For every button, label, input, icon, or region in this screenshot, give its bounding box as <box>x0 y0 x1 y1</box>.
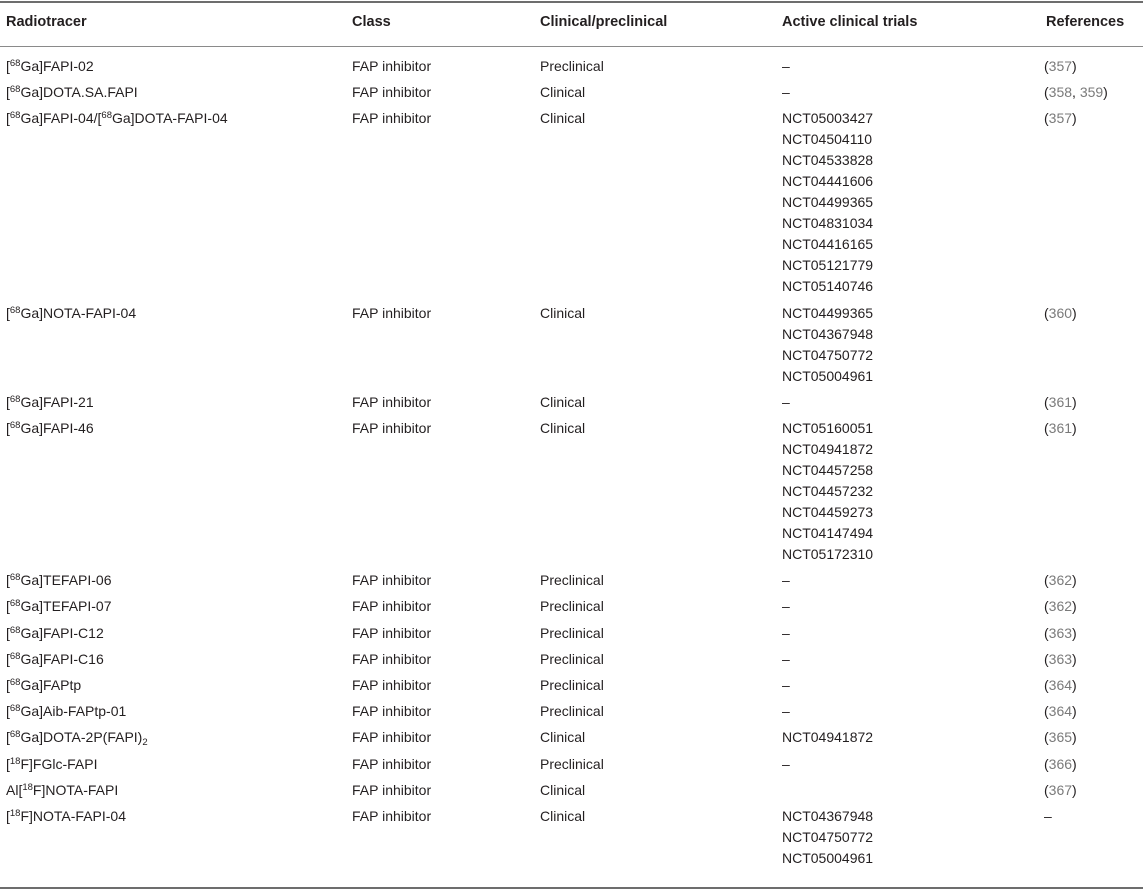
trial-id: – <box>782 393 790 410</box>
cell-references: (366) <box>1044 755 1077 772</box>
cell-radiotracer: [$^{68}$Ga]TEFAPI-06 <box>6 572 112 589</box>
trial-id: NCT04147494 <box>782 525 874 541</box>
trial-id: NCT05004961 <box>782 367 874 384</box>
cell-radiotracer: [$^{18}$F]NOTA-FAPI-04 <box>6 808 127 824</box>
cell-status: Preclinical <box>540 572 604 589</box>
cell-trials <box>782 108 873 297</box>
cell-status: Preclinical <box>540 58 604 74</box>
table-bottom-rule <box>0 887 1143 889</box>
cell-references: (357) <box>1044 110 1077 127</box>
cell-trials <box>782 623 790 644</box>
cell-status: Preclinical <box>540 598 604 615</box>
cell-trials <box>782 701 790 722</box>
cell-radiotracer: [$^{68}$Ga]FAPI-46 <box>6 420 94 436</box>
reference-link[interactable]: 363 <box>1048 624 1073 641</box>
cell-radiotracer: [$^{68}$Ga]FAPI-21 <box>6 393 94 410</box>
cell-trials <box>782 56 790 77</box>
reference-link[interactable]: 367 <box>1048 781 1073 798</box>
trial-id: NCT04750772 <box>782 829 874 845</box>
cell-class: FAP inhibitor <box>352 393 432 410</box>
cell-class: FAP inhibitor <box>352 755 432 772</box>
cell-status: Preclinical <box>540 755 604 772</box>
cell-trials <box>782 82 790 103</box>
trial-id: NCT04750772 <box>782 346 874 363</box>
cell-status: Clinical <box>540 808 586 824</box>
cell-class: FAP inhibitor <box>352 624 432 641</box>
trial-id: NCT04457258 <box>782 462 874 478</box>
cell-references: (363) <box>1044 624 1077 641</box>
reference-link[interactable]: 363 <box>1048 650 1073 667</box>
reference-link[interactable]: 362 <box>1048 572 1073 589</box>
cell-references: (365) <box>1044 729 1077 746</box>
trial-id: – <box>782 677 790 693</box>
cell-trials <box>782 754 790 775</box>
reference-link[interactable]: 357 <box>1048 58 1073 74</box>
cell-radiotracer: [$^{68}$Ga]FAPtp <box>6 677 82 693</box>
cell-class: FAP inhibitor <box>352 650 432 667</box>
reference-link[interactable]: 361 <box>1048 393 1073 410</box>
trial-id: NCT04457232 <box>782 483 874 499</box>
trial-id: – <box>782 703 790 720</box>
cell-references: – <box>1044 808 1052 824</box>
header-class: Class <box>352 14 391 30</box>
cell-status: Clinical <box>540 420 586 436</box>
cell-status: Clinical <box>540 729 586 746</box>
trial-id: – <box>782 58 790 74</box>
trial-id: NCT04459273 <box>782 504 874 520</box>
cell-class: FAP inhibitor <box>352 677 432 693</box>
trial-id: NCT04504110 <box>782 131 873 148</box>
cell-status: Clinical <box>540 110 586 127</box>
cell-status: Preclinical <box>540 703 604 720</box>
trial-id: NCT04416165 <box>782 236 874 253</box>
cell-trials <box>782 570 790 591</box>
trial-id: NCT05140746 <box>782 278 874 295</box>
reference-link[interactable]: 364 <box>1048 677 1073 693</box>
cell-references: (362) <box>1044 572 1077 589</box>
cell-trials <box>782 727 873 748</box>
cell-references: (360) <box>1044 304 1077 321</box>
cell-status: Clinical <box>540 84 586 101</box>
trial-id: NCT04941872 <box>782 729 874 746</box>
cell-status: Preclinical <box>540 650 604 667</box>
reference-link[interactable]: 360 <box>1048 304 1073 321</box>
cell-status: Clinical <box>540 781 586 798</box>
cell-radiotracer: [$^{68}$Ga]Aib-FAPtp-01 <box>6 703 127 720</box>
trial-id: – <box>782 84 790 101</box>
reference-link[interactable]: 364 <box>1048 703 1073 720</box>
header-clinical-preclinical: Clinical/preclinical <box>540 14 668 30</box>
cell-radiotracer: Al[$^{18}$F]NOTA-FAPI <box>6 781 119 798</box>
cell-references: (367) <box>1044 781 1077 798</box>
trial-id: – <box>782 624 790 641</box>
cell-radiotracer: $[^{68}Ga]DOTA-2P(FAPI)_2$ <box>6 729 148 749</box>
reference-link[interactable]: 361 <box>1048 420 1073 436</box>
cell-status: Clinical <box>540 304 586 321</box>
cell-class: FAP inhibitor <box>352 703 432 720</box>
header-rule <box>0 46 1143 47</box>
cell-class: FAP inhibitor <box>352 729 432 746</box>
cell-class: FAP inhibitor <box>352 58 432 74</box>
reference-link[interactable]: 357 <box>1048 110 1073 127</box>
trial-id: NCT05121779 <box>782 257 874 274</box>
cell-radiotracer: [$^{68}$Ga]FAPI-C16 <box>6 650 104 667</box>
cell-class: FAP inhibitor <box>352 110 432 127</box>
cell-radiotracer: [$^{68}$Ga]FAPI-02 <box>6 58 94 74</box>
cell-class: FAP inhibitor <box>352 572 432 589</box>
cell-trials <box>782 675 790 696</box>
cell-references: (364) <box>1044 703 1077 720</box>
cell-references: (364) <box>1044 677 1077 693</box>
trial-id: NCT04831034 <box>782 215 874 232</box>
cell-radiotracer: [$^{68}$Ga]NOTA-FAPI-04 <box>6 304 137 321</box>
trial-id: NCT04533828 <box>782 152 874 169</box>
cell-trials <box>782 596 790 617</box>
reference-link[interactable]: 358 <box>1048 84 1073 101</box>
cell-radiotracer: [$^{68}$Ga]TEFAPI-07 <box>6 598 112 615</box>
reference-link[interactable]: 362 <box>1048 598 1073 615</box>
cell-class: FAP inhibitor <box>352 781 432 798</box>
trial-id: NCT05003427 <box>782 110 874 127</box>
cell-class: FAP inhibitor <box>352 304 432 321</box>
reference-link[interactable]: 365 <box>1048 729 1073 746</box>
cell-status: Clinical <box>540 393 586 410</box>
cell-radiotracer: [$^{68}$Ga]DOTA.SA.FAPI <box>6 84 138 101</box>
cell-radiotracer: [$^{68}$Ga]FAPI-C12 <box>6 624 104 641</box>
trial-id: NCT04441606 <box>782 173 874 190</box>
cell-status: Preclinical <box>540 677 604 693</box>
cell-references: (362) <box>1044 598 1077 615</box>
cell-references: (361) <box>1044 393 1077 410</box>
trial-id: – <box>782 650 790 667</box>
cell-references: (357) <box>1044 58 1077 74</box>
cell-references: (358, 359) <box>1044 84 1108 101</box>
cell-trials <box>782 392 790 413</box>
cell-class: FAP inhibitor <box>352 808 432 824</box>
trial-id: NCT04367948 <box>782 325 874 342</box>
cell-trials <box>782 418 873 565</box>
cell-class: FAP inhibitor <box>352 420 432 436</box>
header-references: References <box>1046 14 1125 30</box>
trial-id: NCT05004961 <box>782 850 874 866</box>
reference-link[interactable]: 366 <box>1048 755 1073 772</box>
header-active-clinical-trials: Active clinical trials <box>782 14 918 30</box>
trial-id: – <box>782 572 790 589</box>
table-top-rule <box>0 1 1143 3</box>
trial-id: NCT05172310 <box>782 546 874 562</box>
cell-references: (361) <box>1044 420 1077 436</box>
cell-class: FAP inhibitor <box>352 84 432 101</box>
header-radiotracer: Radiotracer <box>6 14 87 30</box>
cell-radiotracer: [$^{68}$Ga]FAPI-04/[$^{68}$Ga]DOTA-FAPI-04 <box>6 110 228 127</box>
trial-id: NCT04367948 <box>782 808 874 824</box>
cell-status: Preclinical <box>540 624 604 641</box>
trial-id: NCT04941872 <box>782 441 874 457</box>
trial-id: – <box>782 755 790 772</box>
cell-class: FAP inhibitor <box>352 598 432 615</box>
cell-trials <box>782 649 790 670</box>
trial-id: NCT05160051 <box>782 420 874 436</box>
cell-references: (363) <box>1044 650 1077 667</box>
cell-trials <box>782 303 873 387</box>
cell-trials <box>782 806 873 869</box>
trial-id: – <box>782 598 790 615</box>
trial-id: NCT04499365 <box>782 304 874 321</box>
trial-id: NCT04499365 <box>782 194 874 211</box>
cell-radiotracer: [$^{18}$F]FGlc-FAPI <box>6 755 98 772</box>
reference-link[interactable]: 359 <box>1079 84 1104 101</box>
